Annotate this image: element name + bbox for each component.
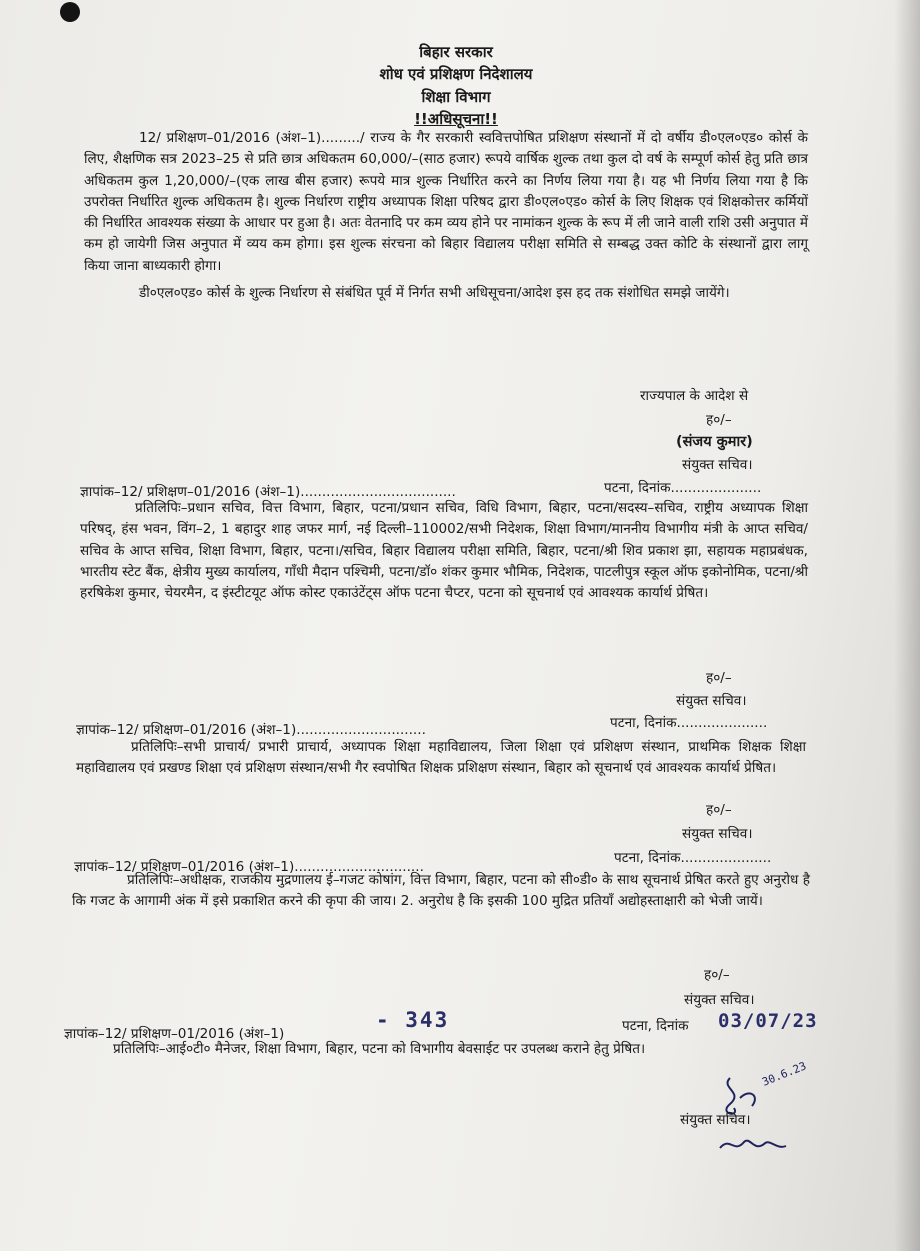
copy-1-designation: संयुक्त सचिव। [676,693,747,709]
copy-3-designation: संयुक्त सचिव। [684,992,755,1008]
header-line-3: शिक्षा विभाग [421,88,491,106]
punch-hole [60,2,80,22]
handwritten-date: 03/07/23 [718,1010,818,1032]
copy-3-ref: ज्ञापांक–12/ प्रशिक्षण–01/2016 (अंश–1).............................. [74,859,424,875]
header-line-1: बिहार सरकार [419,43,493,61]
copy-3-paragraph: प्रतिलिपिः–अधीक्षक, राजकीय मुद्रणालय ई–गजट कोषांग, वित्त विभाग, बिहार, पटना को सी०डी० के साथ सूचनार्थ प्रेषित करते हुए अनुरोध है कि गजट के आगामी अंक में इसे प्रकाशित करने की कृपा की जाय। 2. अनुरोध है कि इसकी 100 मुद्रित प्रतियाँ अद्योहस्ताक्षारी को भेजी जायें। [72,872,810,910]
copy-1-ref: ज्ञापांक–12/ प्रशिक्षण–01/2016 (अंश–1).................................... [80,484,456,500]
header-government [0,42,916,62]
copy-4-paragraph: प्रतिलिपिः–आई०टी० मैनेजर, शिक्षा विभाग, बिहार, पटना को विभागीय बेवसाईट पर उपलब्ध कराने हेतु प्रेषित। [113,1041,646,1057]
header-line-2: शोध एवं प्रशिक्षण निदेशालय [379,65,533,83]
copy-1-place-date: पटना, दिनांक..................... [604,480,762,496]
header-department [0,87,916,107]
copy-2-text [76,737,806,780]
notice-paragraph-2: डी०एल०एड० कोर्स के शुल्क निर्धारण से संबंधित पूर्व में निर्गत सभी अधिसूचना/आदेश इस हद तक संशोधित समझे जायेंगे। [139,285,730,302]
copy-4-ref: ज्ञापांक–12/ प्रशिक्षण–01/2016 (अंश–1) [64,1026,285,1042]
copy-1-paragraph: प्रतिलिपिः–प्रधान सचिव, वित्त विभाग, बिहार, पटना/प्रधान सचिव, विधि विभाग, बिहार, पटना/सदस्य–सचिव, राष्ट्रीय अध्यापक शिक्षा परिषद्, हंस भवन, विंग–2, 1 बहादुर शाह जफर मार्ग, नई दिल्ली–110002/सभी निदेशक, शिक्षा विभाग/माननीय विभागीय मंत्री के आप्त सचिव/सचिव के आप्त सचिव, शिक्षा विभाग, बिहार, पटना।/सचिव, बिहार विद्यालय परीक्षा समिति, बिहार, पटना/श्री शिव प्रकाश झा, सहायक महाप्रबंधक, भारतीय स्टेट बैंक, क्षेत्रीय मुख्य कार्यालय, गाँधी मैदान पश्चिमी, पटना/डॉ० शंकर कुमार भौमिक, निदेशक, पाटलीपुत्र स्कूल ऑफ इकोनोमिक, पटना/श्री हरषिकेश कुमार, चेयरमैन, द इंस्टीटयूट ऑफ कोस्ट एकाउंटेंट्स ऑफ पटना चैप्टर, पटना को सूचनार्थ एवं आवश्यक कार्यार्थ प्रेषित। [80,500,808,602]
copy-1-signed: ह०/– [706,670,732,686]
copy-2-place-date: पटना, दिनांक..................... [610,715,768,731]
copy-2-paragraph: प्रतिलिपिः–सभी प्राचार्य/ प्रभारी प्राचार्य, अध्यापक शिक्षा महाविद्यालय, जिला शिक्षा एवं प्रशिक्षण संस्थान, प्राथमिक शिक्षक शिक्षा महाविद्यालय एवं प्रखण्ड शिक्षा एवं प्रशिक्षण संस्थान/सभी गैर स्वपोषित शिक्षक प्रशिक्षण संस्थान, बिहार को सूचनार्थ एवं आवश्यक कार्यार्थ प्रेषित। [76,739,806,777]
notice-signed: ह०/– [706,412,732,428]
header-directorate [0,64,916,84]
copy-3-signed: ह०/– [704,967,730,983]
signatory-name: (संजय कुमार) [676,434,753,450]
copy-2-ref: ज्ञापांक–12/ प्रशिक्षण–01/2016 (अंश–1).............................. [76,722,426,738]
signature-date: 30.6.23 [760,1059,809,1089]
copy-4-place-date: पटना, दिनांक [622,1018,689,1034]
copy-1-text [80,498,808,604]
handwritten-ref-number: - 343 [376,1008,450,1032]
notice-designation: संयुक्त सचिव। [682,457,753,473]
copy-3-place-date: पटना, दिनांक..................... [614,850,772,866]
notice-paragraph-1: 12/ प्रशिक्षण–01/2016 (अंश–1)........./ राज्य के गैर सरकारी स्ववित्तपोषित प्रशिक्षण संस्थानों में दो वर्षीय डी०एल०एड० कोर्स के लिए, शैक्षणिक सत्र 2023–25 से प्रति छात्र अधिकतम 60,000/–(साठ हजार) रूपये वार्षिक शुल्क तथा कुल दो वर्ष के सम्पूर्ण कोर्स हेतु प्रति छात्र अधिकतम कुल 1,20,000/–(एक लाख बीस हजार) रूपये मात्र शुल्क निर्धारित करने का निर्णय लिया गया है। यह भी निर्णय लिया गया है कि उपरोक्त निर्धारित शुल्क अधिकतम है। शुल्क निर्धारण राष्ट्रीय अध्यापक शिक्षा परिषद द्वारा डी०एल०एड० कोर्स के लिए शिक्षक एवं शिक्षकोत्तर कर्मियों की निर्धारित आवश्यक संख्या के आधार पर हुआ है। अतः वेतनादि पर कम व्यय होने पर नामांकन शुल्क के रूप में ली जाने वाली राशि उसी अनुपात में कम हो जायेगी जिस अनुपात में व्यय कम होगा। इस शुल्क संरचना को बिहार विद्यालय परीक्षा समिति से सम्बद्ध उक्त कोटि के संस्थानों द्वारा लागू किया जाना बाध्यकारी होगा। [84,130,808,274]
copy-3-text [72,870,810,913]
page-edge-shadow [894,0,920,1251]
copy-2-designation: संयुक्त सचिव। [682,826,753,842]
header-line-4: !!अधिसूचना!! [414,110,498,128]
copy-4-designation: संयुक्त सचिव। [680,1112,751,1128]
header-notification [0,109,916,129]
notice-body [84,128,808,304]
copy-2-signed: ह०/– [706,802,732,818]
order-line: राज्यपाल के आदेश से [640,388,749,404]
